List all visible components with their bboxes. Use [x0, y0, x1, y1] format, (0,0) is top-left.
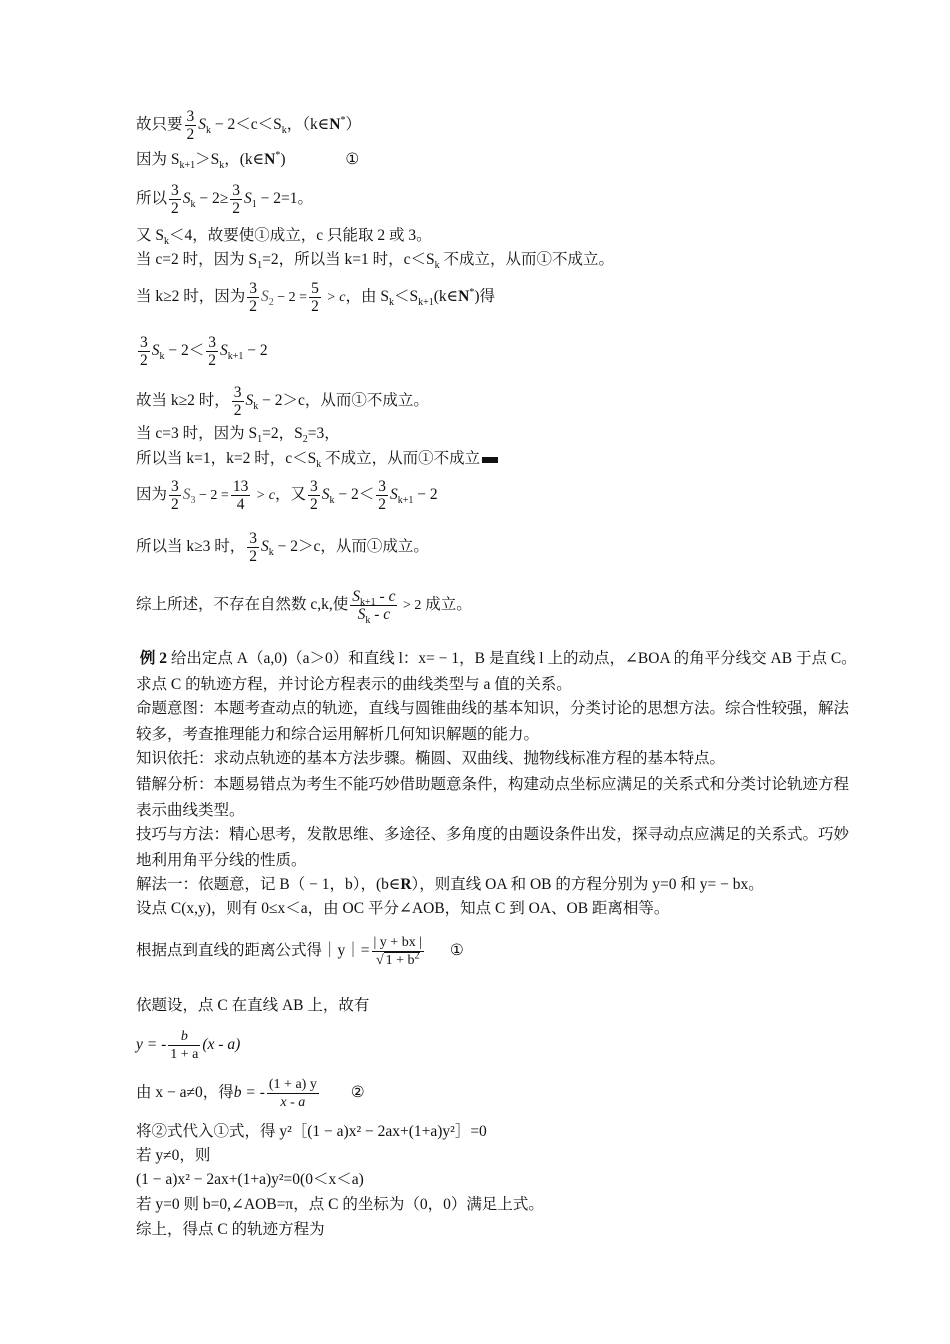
- b-over-1-plus-a: $\frac{b}{1 + a}$: [170, 1029, 199, 1062]
- line-8: 故当 k≥2 时， $\frac{3}{2}$ $S_k - 2>c$，从而①不成立。: [136, 384, 429, 419]
- line-13: 综上所述，不存在自然数 c,k,使 $\frac{S_{k+1} - c}{S_k - c}$ > 2 成立。: [136, 588, 472, 627]
- fraction-3-2: $\frac{3}{2}$: [249, 530, 258, 565]
- line-ab-equation: y = - $\frac{b}{1 + a}$ (x - a): [136, 1029, 241, 1062]
- example-label: 例 2: [139, 650, 168, 667]
- solution-line-9: 若 y=0 则 b=0,∠AOB=π，点 C 的坐标为（0，0）满足上式。: [136, 1196, 544, 1213]
- fraction-13-4: $\frac{13}{4}$: [232, 478, 249, 513]
- cursor-mark: [482, 457, 498, 463]
- circle-1-mark: ①: [345, 151, 360, 168]
- distance-formula-line: 根据点到直线的距离公式得｜y｜= $\frac{| y + bx |}{√ 1 + b^2}$ ①: [136, 935, 464, 968]
- solution-line-4: 依题设，点 C 在直线 AB 上，故有: [136, 997, 370, 1014]
- knowledge-paragraph: 知识依托：求动点轨迹的基本方法步骤。椭圆、双曲线、抛物线标准方程的基本特点。: [136, 750, 726, 767]
- distance-fraction: $\frac{| y + bx |}{√ 1 + b^2}$: [373, 935, 423, 968]
- solution-line-7: 若 y≠0，则: [136, 1147, 211, 1164]
- circle-2-mark: ②: [350, 1084, 365, 1102]
- fraction-3-2: $\frac{3}{2}$: [310, 478, 318, 513]
- error-analysis-paragraph: 错解分析：本题易错点为考生不能巧妙借助题意条件，构建动点坐标应满足的关系式和分类讨论轨迹方程表示曲线类型。: [136, 776, 850, 819]
- solution-line-6: 将②式代入①式，得 y²［(1 − a)x² − 2ax+(1+a)y²］=0: [136, 1123, 487, 1140]
- fraction-3-2: $\frac{3}{2}$: [249, 280, 258, 315]
- solution-line-2: 设点 C(x,y)，则有 0≤x＜a，由 OC 平分∠AOB，知点 C 到 OA、OB 距离相等。: [136, 900, 670, 917]
- solve-b-line: 由 x − a≠0，得b = - $\frac{(1 + a) y}{x - a}$ ②: [136, 1077, 365, 1110]
- fraction-3-2: $\frac{3}{2}$: [171, 182, 179, 217]
- solution-line-8: (1 − a)x² − 2ax+(1+a)y²=0(0＜x＜a): [136, 1171, 364, 1188]
- example-2-statement: 例 2 给出定点 A（a,0)（a＞0）和直线 l：x= − 1，B 是直线 l 上的动点，∠BOA 的角平分线交 AB 于点 C。求点 C 的轨迹方程，并讨论方程表示的曲线类型与 a 值的关系。: [136, 650, 857, 693]
- line-12: 所以当 k≥3 时， $\frac{3}{2}$ $S_k - 2>c$，从而①成立。: [136, 530, 429, 565]
- line-2: 因为 $S_{k+1}>S_k$，(k∈N*) ①: [136, 149, 360, 172]
- text: 故只要: [136, 116, 183, 134]
- solution-line-10: 综上，得点 C 的轨迹方程为: [136, 1221, 325, 1238]
- line-4: 又 $S_k<4$，故要使①成立，c 只能取 2 或 3。: [136, 227, 432, 248]
- line-1: 故只要 $\frac{3}{2}$ $S_k - 2<c<S_k$，（k∈N*）: [136, 108, 361, 143]
- intent-paragraph: 命题意图：本题考查动点的轨迹，直线与圆锥曲线的基本知识，分类讨论的思想方法。综合性较强，解法较多，考查推理能力和综合运用解析几何知识解题的能力。: [136, 700, 850, 743]
- line-9: 当 c=3 时，因为 $S_1=2$，$S_2=3$，: [136, 425, 340, 446]
- technique-paragraph: 技巧与方法：精心思考，发散思维、多途径、多角度的由题设条件出发，探寻动点应满足的关系式。巧妙地利用角平分线的性质。: [136, 826, 850, 869]
- b-fraction: $\frac{(1 + a) y}{x - a}$: [268, 1077, 317, 1110]
- fraction-3-2: $\frac{3}{2}$: [171, 478, 179, 513]
- fraction-sk1c-skc: $\frac{S_{k+1} - c}{S_k - c}$: [352, 588, 396, 627]
- fraction-3-2: $\frac{3}{2}$: [140, 334, 148, 369]
- circle-1-mark: ①: [449, 942, 464, 960]
- line-6: 当 k≥2 时，因为 $\frac{3}{2}$ $S_2 - 2$ = $\frac{5}{2}$ > c，由 $S_k<S_{k+1}(k\in N^*)$得: [136, 280, 496, 315]
- fraction-3-2: $\frac{3}{2}$: [233, 384, 242, 419]
- fraction-3-2: $\frac{3}{2}$: [208, 334, 216, 369]
- fraction-3-2: $\frac{3}{2}$: [186, 108, 195, 143]
- line-5: 当 c=2 时，因为 $S_1=2$，所以当 k=1 时，$c<S_k$ 不成立，从而①不成立。: [136, 251, 614, 272]
- line-7: $\frac{3}{2}$ $S_k - 2<$ $\frac{3}{2}$ $S_{k+1} - 2$: [140, 334, 268, 369]
- line-3: 所以 $\frac{3}{2}$ $S_k - 2\ge$ $\frac{3}{2}$ $S_1 - 2=1$。: [136, 182, 313, 217]
- solution-line-1: 解法一：依题意，记 B（ − 1，b），(b∈R），则直线 OA 和 OB 的方程分别为 y=0 和 y= − bx。: [136, 876, 764, 893]
- line-11: 因为 $\frac{3}{2}$ $S_3 - 2$ = $\frac{13}{4}$ > c，又 $\frac{3}{2}$ $S_k - 2<$ $\frac{3}{2}$ $S_{k+1} - 2$: [136, 478, 438, 513]
- fraction-5-2: $\frac{5}{2}$: [311, 280, 319, 315]
- fraction-3-2: $\frac{3}{2}$: [232, 182, 241, 217]
- fraction-3-2: $\frac{3}{2}$: [378, 478, 386, 513]
- line-10: 所以当 k=1，k=2 时，$c<S_k$ 不成立，从而①不成立: [136, 449, 498, 469]
